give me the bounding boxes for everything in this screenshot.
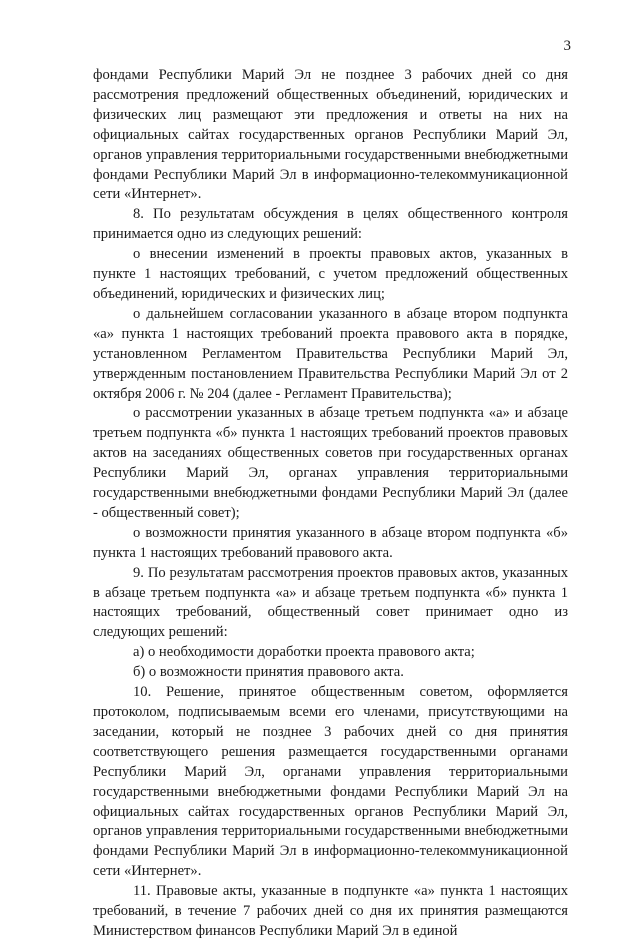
document-body bbox=[93, 66, 568, 942]
paragraph-item-10: 10. Решение, принятое общественным советом, оформляется протоколом, подписываемым всеми его членами, присутствующими на заседании, который не позднее 3 рабочих дней со дня принятия соответствующего решения размещается государственными органами Республики Марий Эл, органами управления территориальными государственными внебюджетными фондами Республики Марий Эл на официальных сайтах государственных органов Республики Марий Эл, органов управления территориальными государственными внебюджетными фондами Республики Марий Эл в информационно-телекоммуникационной сети «Интернет». bbox=[93, 684, 568, 880]
paragraph-decision-adoption: о возможности принятия указанного в абзаце втором подпункта «б» пункта 1 настоящих требований правового акта. bbox=[93, 524, 568, 561]
paragraph-item-8: 8. По результатам обсуждения в целях общественного контроля принимается одно из следующих решений: bbox=[93, 206, 568, 243]
paragraph-item-9a: а) о необходимости доработки проекта правового акта; bbox=[133, 644, 475, 661]
paragraph-item-9b: б) о возможности принятия правового акта. bbox=[133, 664, 404, 681]
paragraph-item-11: 11. Правовые акты, указанные в подпункте «а» пункта 1 настоящих требований, в течение 7 рабочих дней со дня их принятия размещаются Министерством финансов Республики Марий Эл в единой bbox=[93, 883, 568, 939]
paragraph-item-9: 9. По результатам рассмотрения проектов правовых актов, указанных в абзаце третьем подпункта «а» и абзаце третьем подпункта «б» пункта 1 настоящих требований, общественный совет принимает одно из следующих решений: bbox=[93, 564, 568, 641]
paragraph-decision-approval: о дальнейшем согласовании указанного в абзаце втором подпункта «а» пункта 1 настоящих требований проекта правового акта в порядке, установленном Регламентом Правительства Республики Марий Эл, утвержденным постановлением Правительства Республики Марий Эл от 2 октября 2006 г. № 204 (далее - Регламент Правительства); bbox=[93, 305, 568, 402]
paragraph-decision-changes: о внесении изменений в проекты правовых актов, указанных в пункте 1 настоящих требований, с учетом предложений общественных объединений, юридических и физических лиц; bbox=[93, 246, 568, 302]
page-number: 3 bbox=[563, 38, 571, 54]
paragraph-decision-council: о рассмотрении указанных в абзаце третьем подпункта «а» и абзаце третьем подпункта «б» пункта 1 настоящих требований проектов правовых актов на заседаниях общественных советов при государственных органах Республики Марий Эл, органах управления территориальными государственными внебюджетными фондами Республики Марий Эл (далее - общественный совет); bbox=[93, 405, 568, 521]
paragraph-continuation: фондами Республики Марий Эл не позднее 3 рабочих дней со дня рассмотрения предложений общественных объединений, юридических и физических лиц размещают эти предложения и ответы на них на официальных сайтах государственных органов Республики Марий Эл, органов управления территориальными государственными внебюджетными фондами Республики Марий Эл в информационно-телекоммуникационной сети «Интернет». bbox=[93, 67, 568, 203]
